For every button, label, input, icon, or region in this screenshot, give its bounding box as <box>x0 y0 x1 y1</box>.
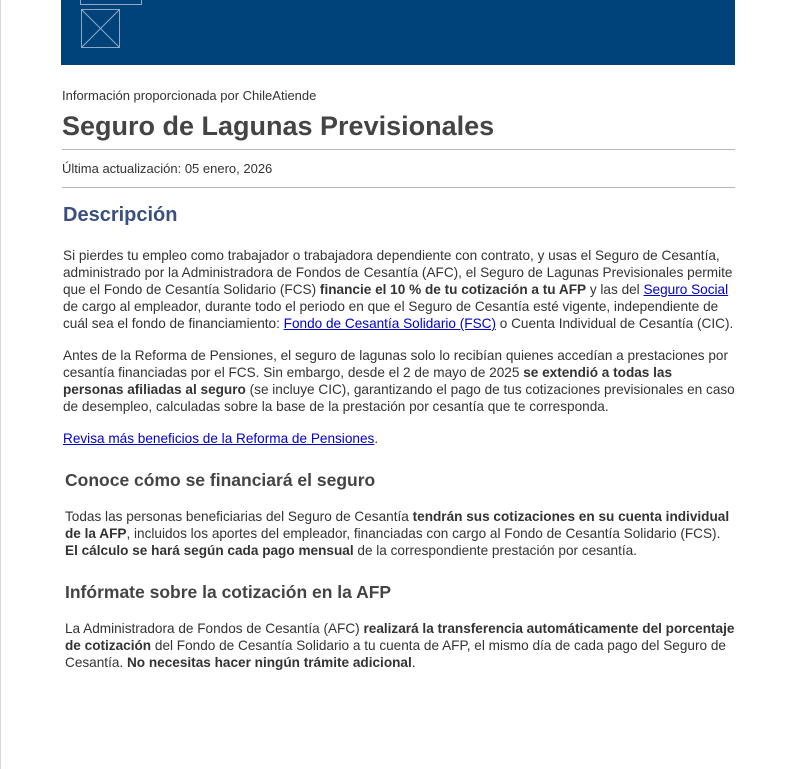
afp-paragraph <box>65 620 735 671</box>
reforma-link-line <box>63 430 735 447</box>
financing-paragraph <box>65 508 735 559</box>
bold-text: No necesitas hacer ningún trámite adicional <box>126 655 412 670</box>
financing-heading: Conoce cómo se financiará el seguro <box>65 470 376 490</box>
text-run: de cargo al empleador, durante todo el periodo en que el Seguro de Cesantía esté vigente, independiente de cuál sea el fondo de financiamiento: <box>63 299 719 331</box>
broken-image-icon[interactable] <box>81 9 120 48</box>
text-run: del Fondo de Cesantía Solidario a tu cuenta de AFP, el mismo día de cada pago del Seguro de Cesantía. <box>65 638 726 670</box>
text-run: . <box>411 655 416 670</box>
description-paragraph-2 <box>63 347 735 415</box>
text-run: , incluidos los aportes del empleador, financiadas con cargo al Fondo de Cesantía Solidario (FCS). <box>126 526 721 541</box>
text-run: Todas las personas beneficiarias del Seguro de Cesantía <box>65 509 413 524</box>
logo-frame <box>80 0 142 5</box>
bold-text: El cálculo se hará según cada pago mensual <box>65 543 354 558</box>
description-paragraph-1 <box>63 247 735 332</box>
text-run: de la correspondiente prestación por cesantía. <box>353 543 637 558</box>
bold-text: tendrán sus cotizaciones en su cuenta individual de la AFP <box>65 509 730 541</box>
broken-image-glyph <box>82 10 119 47</box>
seguro-social-link[interactable]: Seguro Social <box>643 282 729 297</box>
text-run: Si pierdes tu empleo como trabajador o trabajadora dependiente con contrato, y usas el Seguro de Cesantía, administrado por la Administradora de Fondos de Cesantía (AFC), el Seguro de Lagunas Previsionales permite que el Fondo de Cesantía Solidario (FCS) <box>63 248 733 297</box>
provider-note: Información proporcionada por ChileAtiende <box>62 88 317 103</box>
bold-text: realizará la transferencia automáticamente del porcentaje de cotización <box>65 621 735 653</box>
text-run: . <box>374 431 379 446</box>
text-run: Antes de la Reforma de Pensiones, el seguro de lagunas solo lo recibían quienes accedían a prestaciones por cesantía financiadas por el FCS. Sin embargo, desde el 2 de mayo de 2025 <box>63 348 729 380</box>
text-run: y las del <box>586 282 644 297</box>
afp-heading: Infórmate sobre la cotización en la AFP <box>65 582 392 602</box>
text-run: (se incluye CIC), garantizando el pago de tus cotizaciones previsionales en caso de desempleo, calculadas sobre la base de la prestación por cesantía que te corresponda. <box>63 382 735 414</box>
reforma-pensiones-link[interactable]: Revisa más beneficios de la Reforma de Pensiones <box>63 431 375 446</box>
text-run: o Cuenta Individual de Cesantía (CIC). <box>496 316 734 331</box>
header-banner <box>61 0 735 65</box>
bold-text: financie el 10 % de tu cotización a tu AFP <box>319 282 587 297</box>
page-edge <box>0 0 1 769</box>
text-run: La Administradora de Fondos de Cesantía (AFC) <box>65 621 364 636</box>
page-title: Seguro de Lagunas Previsionales <box>62 109 735 150</box>
description-heading: Descripción <box>63 204 178 226</box>
last-updated: Última actualización: 05 enero, 2026 <box>62 150 735 188</box>
bold-text: se extendió a todas las personas afiliadas al seguro <box>63 365 673 397</box>
fondo-cesantia-solidario-link[interactable]: Fondo de Cesantía Solidario (FSC) <box>283 316 496 331</box>
article <box>62 88 735 671</box>
